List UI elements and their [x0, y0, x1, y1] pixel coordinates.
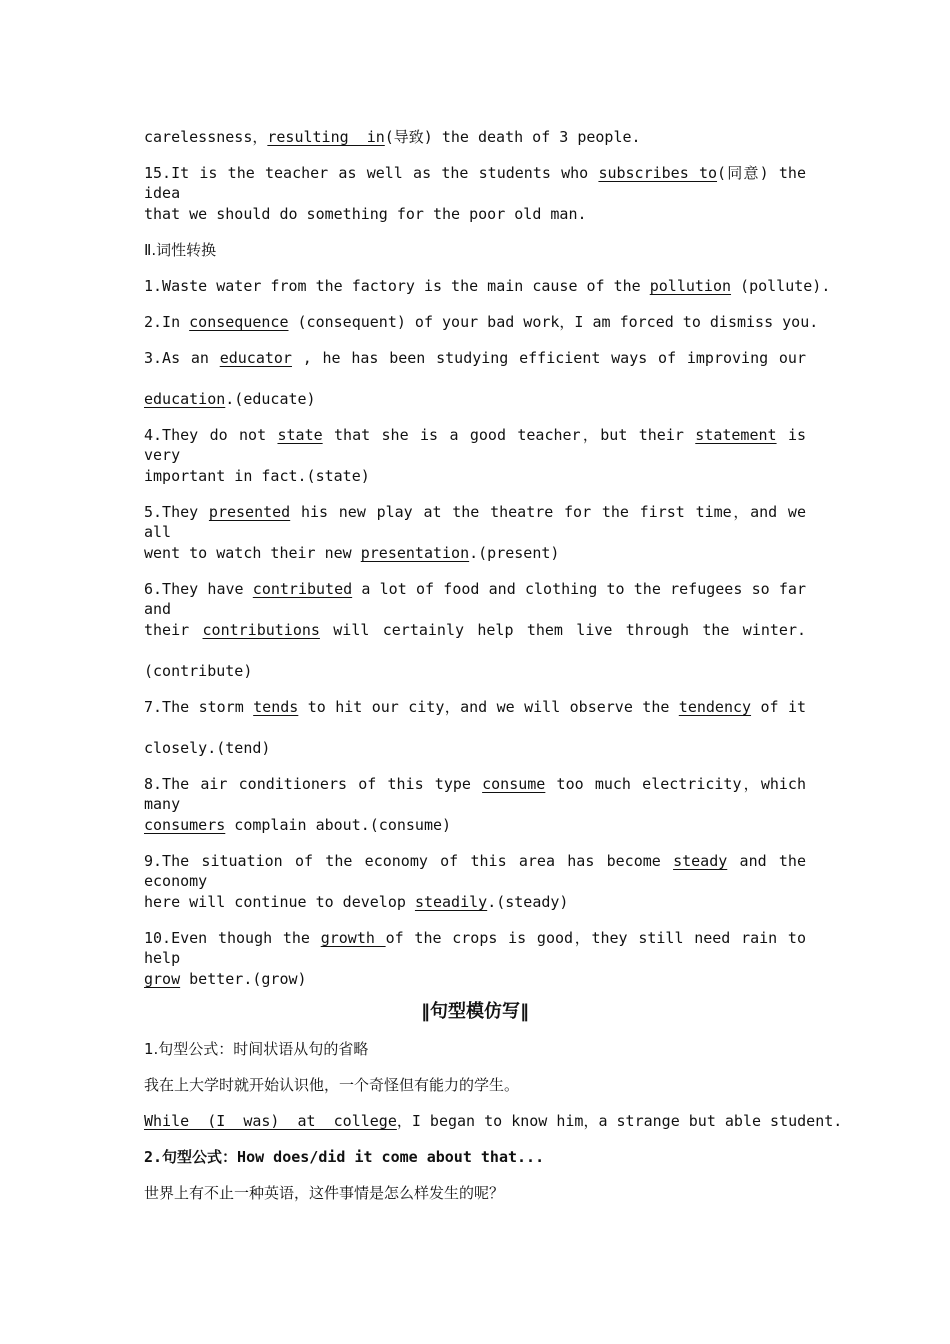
- text-line: [144, 1039, 806, 1059]
- answer-blank: pollution: [649, 277, 732, 295]
- text-line: [144, 892, 806, 912]
- text-line: [144, 738, 806, 758]
- text-segment: 我在上大学时就开始认识他，一个奇怪但有能力的学生。: [144, 1076, 520, 1094]
- answer-blank: steadily: [414, 893, 488, 911]
- text-segment: here will continue to develop: [144, 893, 415, 911]
- text-line: [144, 127, 806, 147]
- text-line: [144, 620, 806, 640]
- text-segment: too much electricity，which many: [144, 775, 806, 813]
- text-segment: better.(grow): [180, 970, 307, 988]
- text-segment: 3.As an: [144, 349, 220, 367]
- text-segment: closely.(tend): [144, 739, 271, 757]
- text-segment: .(educate): [225, 390, 316, 408]
- text-segment: that we should do something for the poor old man.: [144, 205, 587, 223]
- text-line: [144, 1147, 806, 1167]
- answer-blank: tends: [253, 698, 299, 716]
- answer-blank: growth: [320, 929, 386, 947]
- text-segment: 15.It is the teacher as well as the students who: [144, 164, 599, 182]
- text-segment: (contribute): [144, 662, 253, 680]
- text-segment: that she is a good teacher，but their: [322, 426, 696, 444]
- text-segment: 10.Even though the: [144, 929, 321, 947]
- text-segment: (consequent) of your bad work，I am forced to dismiss you.: [288, 313, 819, 331]
- answer-blank: steady: [673, 852, 728, 870]
- text-segment: 9.The situation of the economy of this area has become: [144, 852, 674, 870]
- text-line: [144, 348, 806, 368]
- text-segment: important in fact.(state): [144, 467, 370, 485]
- text-segment: went to watch their new: [144, 544, 361, 562]
- answer-blank: tendency: [678, 698, 752, 716]
- text-segment: 4.They do not: [144, 426, 278, 444]
- text-segment: 1.Waste water from the factory is the main cause of the: [144, 277, 650, 295]
- text-line: [144, 774, 806, 814]
- answer-blank: contributions: [202, 621, 320, 639]
- text-segment: is very: [144, 426, 807, 464]
- text-segment: .(present): [469, 544, 560, 562]
- answer-blank: While (I was) at college: [144, 1112, 397, 1130]
- answer-blank: statement: [695, 426, 777, 444]
- text-segment: 1.句型公式：时间状语从句的省略: [144, 1040, 369, 1058]
- text-segment: ，I began to know him，a strange but able student.: [396, 1112, 843, 1130]
- text-line: [144, 389, 806, 409]
- text-segment: a lot of food and clothing to the refugees so far and: [144, 580, 806, 618]
- text-line: [144, 661, 806, 681]
- text-segment: to hit our city，and we will observe the: [298, 698, 679, 716]
- answer-blank: grow: [144, 970, 181, 988]
- text-line: [144, 425, 806, 465]
- text-line: [144, 815, 806, 835]
- answer-blank: presentation: [360, 544, 470, 562]
- text-segment: 5.They: [144, 503, 209, 521]
- answer-blank: presented: [208, 503, 291, 521]
- text-line: [144, 928, 806, 968]
- text-segment: 2.In: [144, 313, 190, 331]
- text-line: [144, 1075, 806, 1095]
- answer-blank: state: [277, 426, 323, 444]
- text-line: [144, 204, 806, 224]
- text-segment: 2.句型公式：How does/did it come about that...: [144, 1148, 545, 1166]
- text-line: [144, 969, 806, 989]
- text-line: [144, 466, 806, 486]
- answer-blank: subscribes to: [598, 164, 718, 182]
- text-segment: 8.The air conditioners of this type: [144, 775, 483, 793]
- text-segment: his new play at the theatre for the first time，and we all: [144, 503, 806, 541]
- answer-blank: educator: [219, 349, 292, 367]
- text-line: [144, 851, 806, 891]
- text-segment: Ⅱ.词性转换: [144, 241, 217, 259]
- answer-blank: consume: [482, 775, 546, 793]
- text-line: [144, 579, 806, 619]
- text-segment: and the economy: [144, 852, 806, 890]
- answer-blank: resulting in: [267, 128, 385, 146]
- text-segment: (pollute).: [731, 277, 831, 295]
- text-segment: complain about.(consume): [225, 816, 452, 834]
- text-line: [144, 312, 819, 332]
- text-line: [144, 543, 806, 563]
- text-line: [144, 1111, 843, 1131]
- answer-blank: education: [144, 390, 226, 408]
- text-segment: 7.The storm: [144, 698, 254, 716]
- text-segment: carelessness，: [144, 128, 268, 146]
- text-line: [144, 502, 806, 542]
- text-line: [144, 163, 806, 203]
- text-segment: 世界上有不止一种英语，这件事情是怎么样发生的呢？: [144, 1184, 505, 1202]
- section-heading: ‖句型模仿写‖: [421, 1001, 529, 1022]
- text-line: [144, 1183, 806, 1203]
- answer-blank: consumers: [144, 816, 226, 834]
- text-segment: of the crops is good，they still need rain to help: [144, 929, 806, 967]
- text-line: [144, 240, 806, 260]
- text-line: [144, 697, 806, 717]
- text-segment: their: [144, 621, 203, 639]
- text-segment: of it: [751, 698, 807, 716]
- text-segment: .(steady): [487, 893, 569, 911]
- answer-blank: consequence: [189, 313, 289, 331]
- text-line: [144, 276, 831, 296]
- text-segment: (同意) the idea: [144, 164, 806, 202]
- answer-blank: contributed: [252, 580, 353, 598]
- text-segment: (导致) the death of 3 people.: [384, 128, 641, 146]
- text-segment: , he has been studying efficient ways of improving our: [291, 349, 806, 367]
- text-segment: will certainly help them live through the winter.: [319, 621, 807, 639]
- text-segment: 6.They have: [144, 580, 253, 598]
